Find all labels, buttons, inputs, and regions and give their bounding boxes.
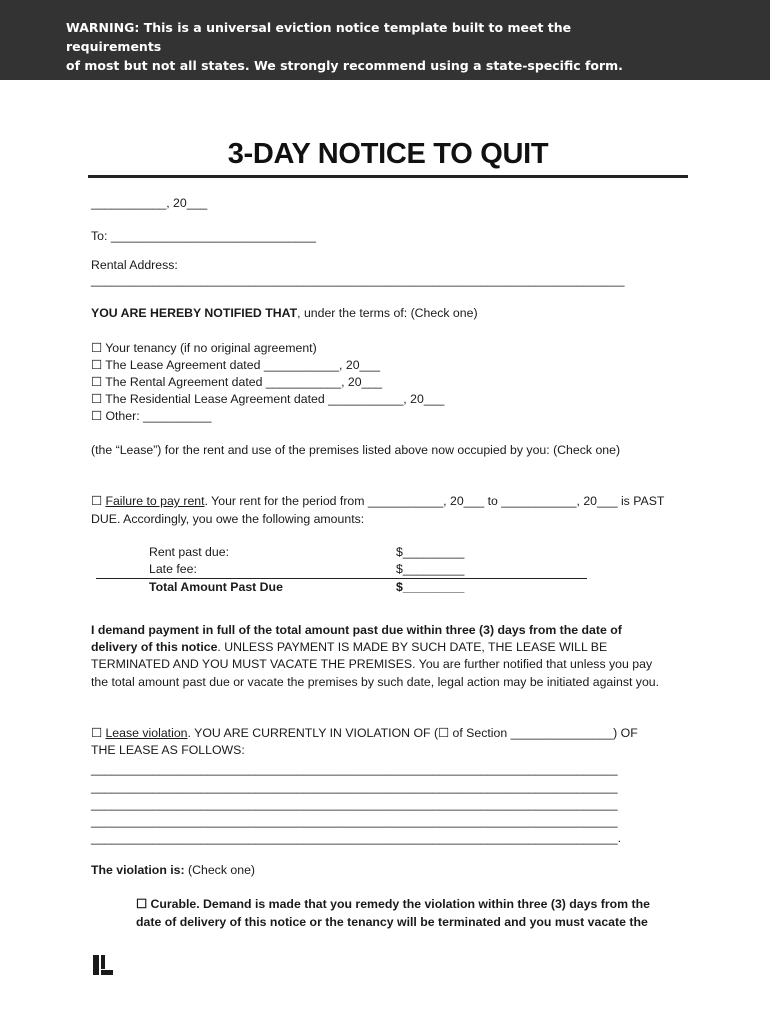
- failure-rest: . Your rent for the period from ___________, 20___ to ___________, 20___ is PAST: [204, 494, 665, 508]
- failure-to-pay-line-2: DUE. Accordingly, you owe the following amounts:: [91, 512, 365, 526]
- rental-address-label: Rental Address:: [91, 258, 178, 272]
- date-line[interactable]: ___________, 20___: [91, 196, 208, 210]
- total-past-due-label: Total Amount Past Due: [149, 580, 283, 594]
- rent-past-due-label: Rent past due:: [149, 545, 229, 559]
- warning-line-1: WARNING: This is a universal eviction notice template built to meet the requirements: [66, 20, 572, 54]
- late-fee-field[interactable]: $_________: [396, 562, 465, 576]
- terms-option-lease-agreement[interactable]: ☐ The Lease Agreement dated ___________, 20___: [91, 358, 381, 372]
- violation-blank-line[interactable]: _____________________________________________________________________________: [91, 797, 618, 811]
- terms-option-tenancy[interactable]: ☐ Your tenancy (if no original agreement): [91, 341, 317, 355]
- terms-option-rental-agreement[interactable]: ☐ The Rental Agreement dated ___________, 20___: [91, 375, 383, 389]
- lease-sentence: (the “Lease”) for the rent and use of the premises listed above now occupied by you: (Check one): [91, 443, 621, 457]
- curable-line-2: date of delivery of this notice or the tenancy will be terminated and you must vacate the: [136, 915, 648, 929]
- lease-violation-line-1[interactable]: [91, 725, 638, 742]
- warning-line-2: of most but not all states. We strongly recommend using a state-specific form.: [66, 58, 623, 73]
- violation-blank-line[interactable]: _____________________________________________________________________________.: [91, 831, 622, 845]
- violation-blank-line[interactable]: _____________________________________________________________________________: [91, 814, 618, 828]
- demand-line-1: I demand payment in full of the total amount past due within three (3) days from the date of: [91, 623, 622, 637]
- amounts-divider: [96, 578, 587, 579]
- demand-line-3: TERMINATED AND YOU MUST VACATE THE PREMISES. You are further notified that unless you pay: [91, 657, 653, 671]
- late-fee-label: Late fee:: [149, 562, 197, 576]
- violation-is-line: [91, 862, 255, 879]
- notified-bold: YOU ARE HEREBY NOTIFIED THAT: [91, 306, 298, 320]
- violation-blank-line[interactable]: _____________________________________________________________________________: [91, 762, 618, 776]
- brand-logo-icon: [93, 955, 113, 975]
- violation-blank-line[interactable]: _____________________________________________________________________________: [91, 780, 618, 794]
- rent-past-due-field[interactable]: $_________: [396, 545, 465, 559]
- total-past-due-field[interactable]: $_________: [396, 580, 465, 594]
- warning-text: [66, 18, 626, 75]
- demand-line-2: [91, 639, 607, 656]
- failure-checkbox[interactable]: ☐: [91, 494, 106, 508]
- terms-option-residential-lease[interactable]: ☐ The Residential Lease Agreement dated ___________, 20___: [91, 392, 445, 406]
- rental-address-line[interactable]: ______________________________________________________________________________: [91, 273, 625, 287]
- terms-option-other[interactable]: ☐ Other: __________: [91, 409, 212, 423]
- notified-rest: , under the terms of: (Check one): [297, 306, 478, 320]
- notified-paragraph: [91, 305, 478, 322]
- to-line[interactable]: To: ______________________________: [91, 229, 316, 243]
- curable-line-1[interactable]: ☐ Curable. Demand is made that you remedy the violation within three (3) days from the: [136, 897, 650, 911]
- demand-rest: . UNLESS PAYMENT IS MADE BY SUCH DATE, THE LEASE WILL BE: [217, 640, 608, 654]
- warning-banner: [0, 0, 770, 80]
- title-underline: [88, 175, 688, 178]
- violation-label: Lease violation: [105, 726, 188, 740]
- violation-is-bold: The violation is:: [91, 863, 185, 877]
- violation-is-rest: (Check one): [184, 863, 256, 877]
- failure-label: Failure to pay rent: [105, 494, 205, 508]
- failure-to-pay-line-1[interactable]: [91, 493, 664, 510]
- demand-line-4: the total amount past due or vacate the premises by such date, legal action may be initiated against you.: [91, 675, 660, 689]
- violation-rest: . YOU ARE CURRENTLY IN VIOLATION OF (☐ of Section _______________) OF: [187, 726, 638, 740]
- demand-bold: delivery of this notice: [91, 640, 218, 654]
- violation-checkbox[interactable]: ☐: [91, 726, 106, 740]
- document-title: 3-DAY NOTICE TO QUIT: [227, 138, 549, 170]
- lease-violation-line-2: THE LEASE AS FOLLOWS:: [91, 743, 245, 757]
